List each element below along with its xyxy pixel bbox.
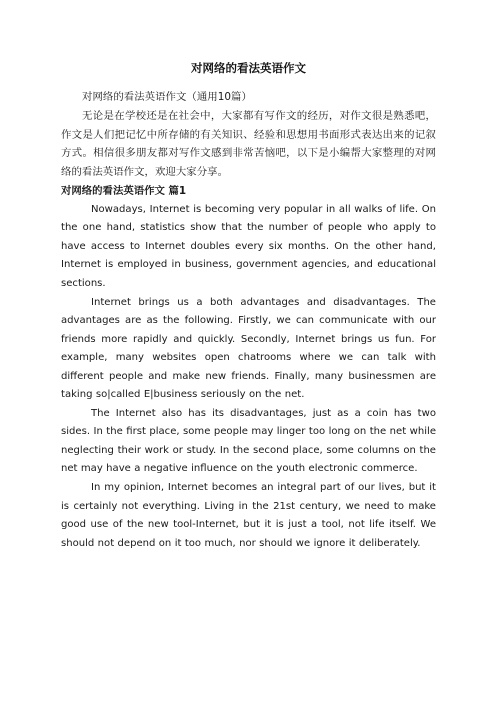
section-heading: 对网络的看法英语作文 篇1 [61,184,187,197]
essay-paragraph-4: In my opinion, Internet becomes an integral part of our lives, but it is certainly not everything. Living in the 21st century, we need to make good use of the new tool-Internet, but it is just a tool, not life itself. We should not depend on it too much, nor should we ignore it deliberately. [61,481,436,549]
intro-paragraph: 无论是在学校还是在社会中，大家都有写作文的经历，对作文很是熟悉吧，作文是人们把记忆中所存储的有关知识、经验和思想用书面形式表达出来的记叙方式。相信很多朋友都对写作文感到非常苦恼吧，以下是小编帮大家整理的对网络的看法英语作文，欢迎大家分享。 [61,109,436,179]
essay-paragraph-3: The Internet also has its disadvantages, just as a coin has two sides. In the first place, some people may linger too long on the net while neglecting their work or study. In the second place, some columns on the net may have a negative influence on the youth electronic commerce. [61,407,436,475]
intro-line: 对网络的看法英语作文（通用10篇） [82,91,252,103]
essay-paragraph-1: Nowadays, Internet is becoming very popular in all walks of life. On the one hand, statistics show that the number of people who apply to have access to Internet doubles every six months. On the other hand, Internet is employed in business, government agencies, and educational sections. [61,203,436,289]
essay-paragraph-2: Internet brings us a both advantages and disadvantages. The advantages are as the following. Firstly, we can communicate with our friends more rapidly and quickly. Secondly, Internet brings us fun. For example, many websites open chatrooms where we can talk with different people and make new friends. Finally, many businessmen are taking so|called E|business seriously on the net. [61,296,436,401]
document-title: 对网络的看法英语作文 [191,61,306,75]
